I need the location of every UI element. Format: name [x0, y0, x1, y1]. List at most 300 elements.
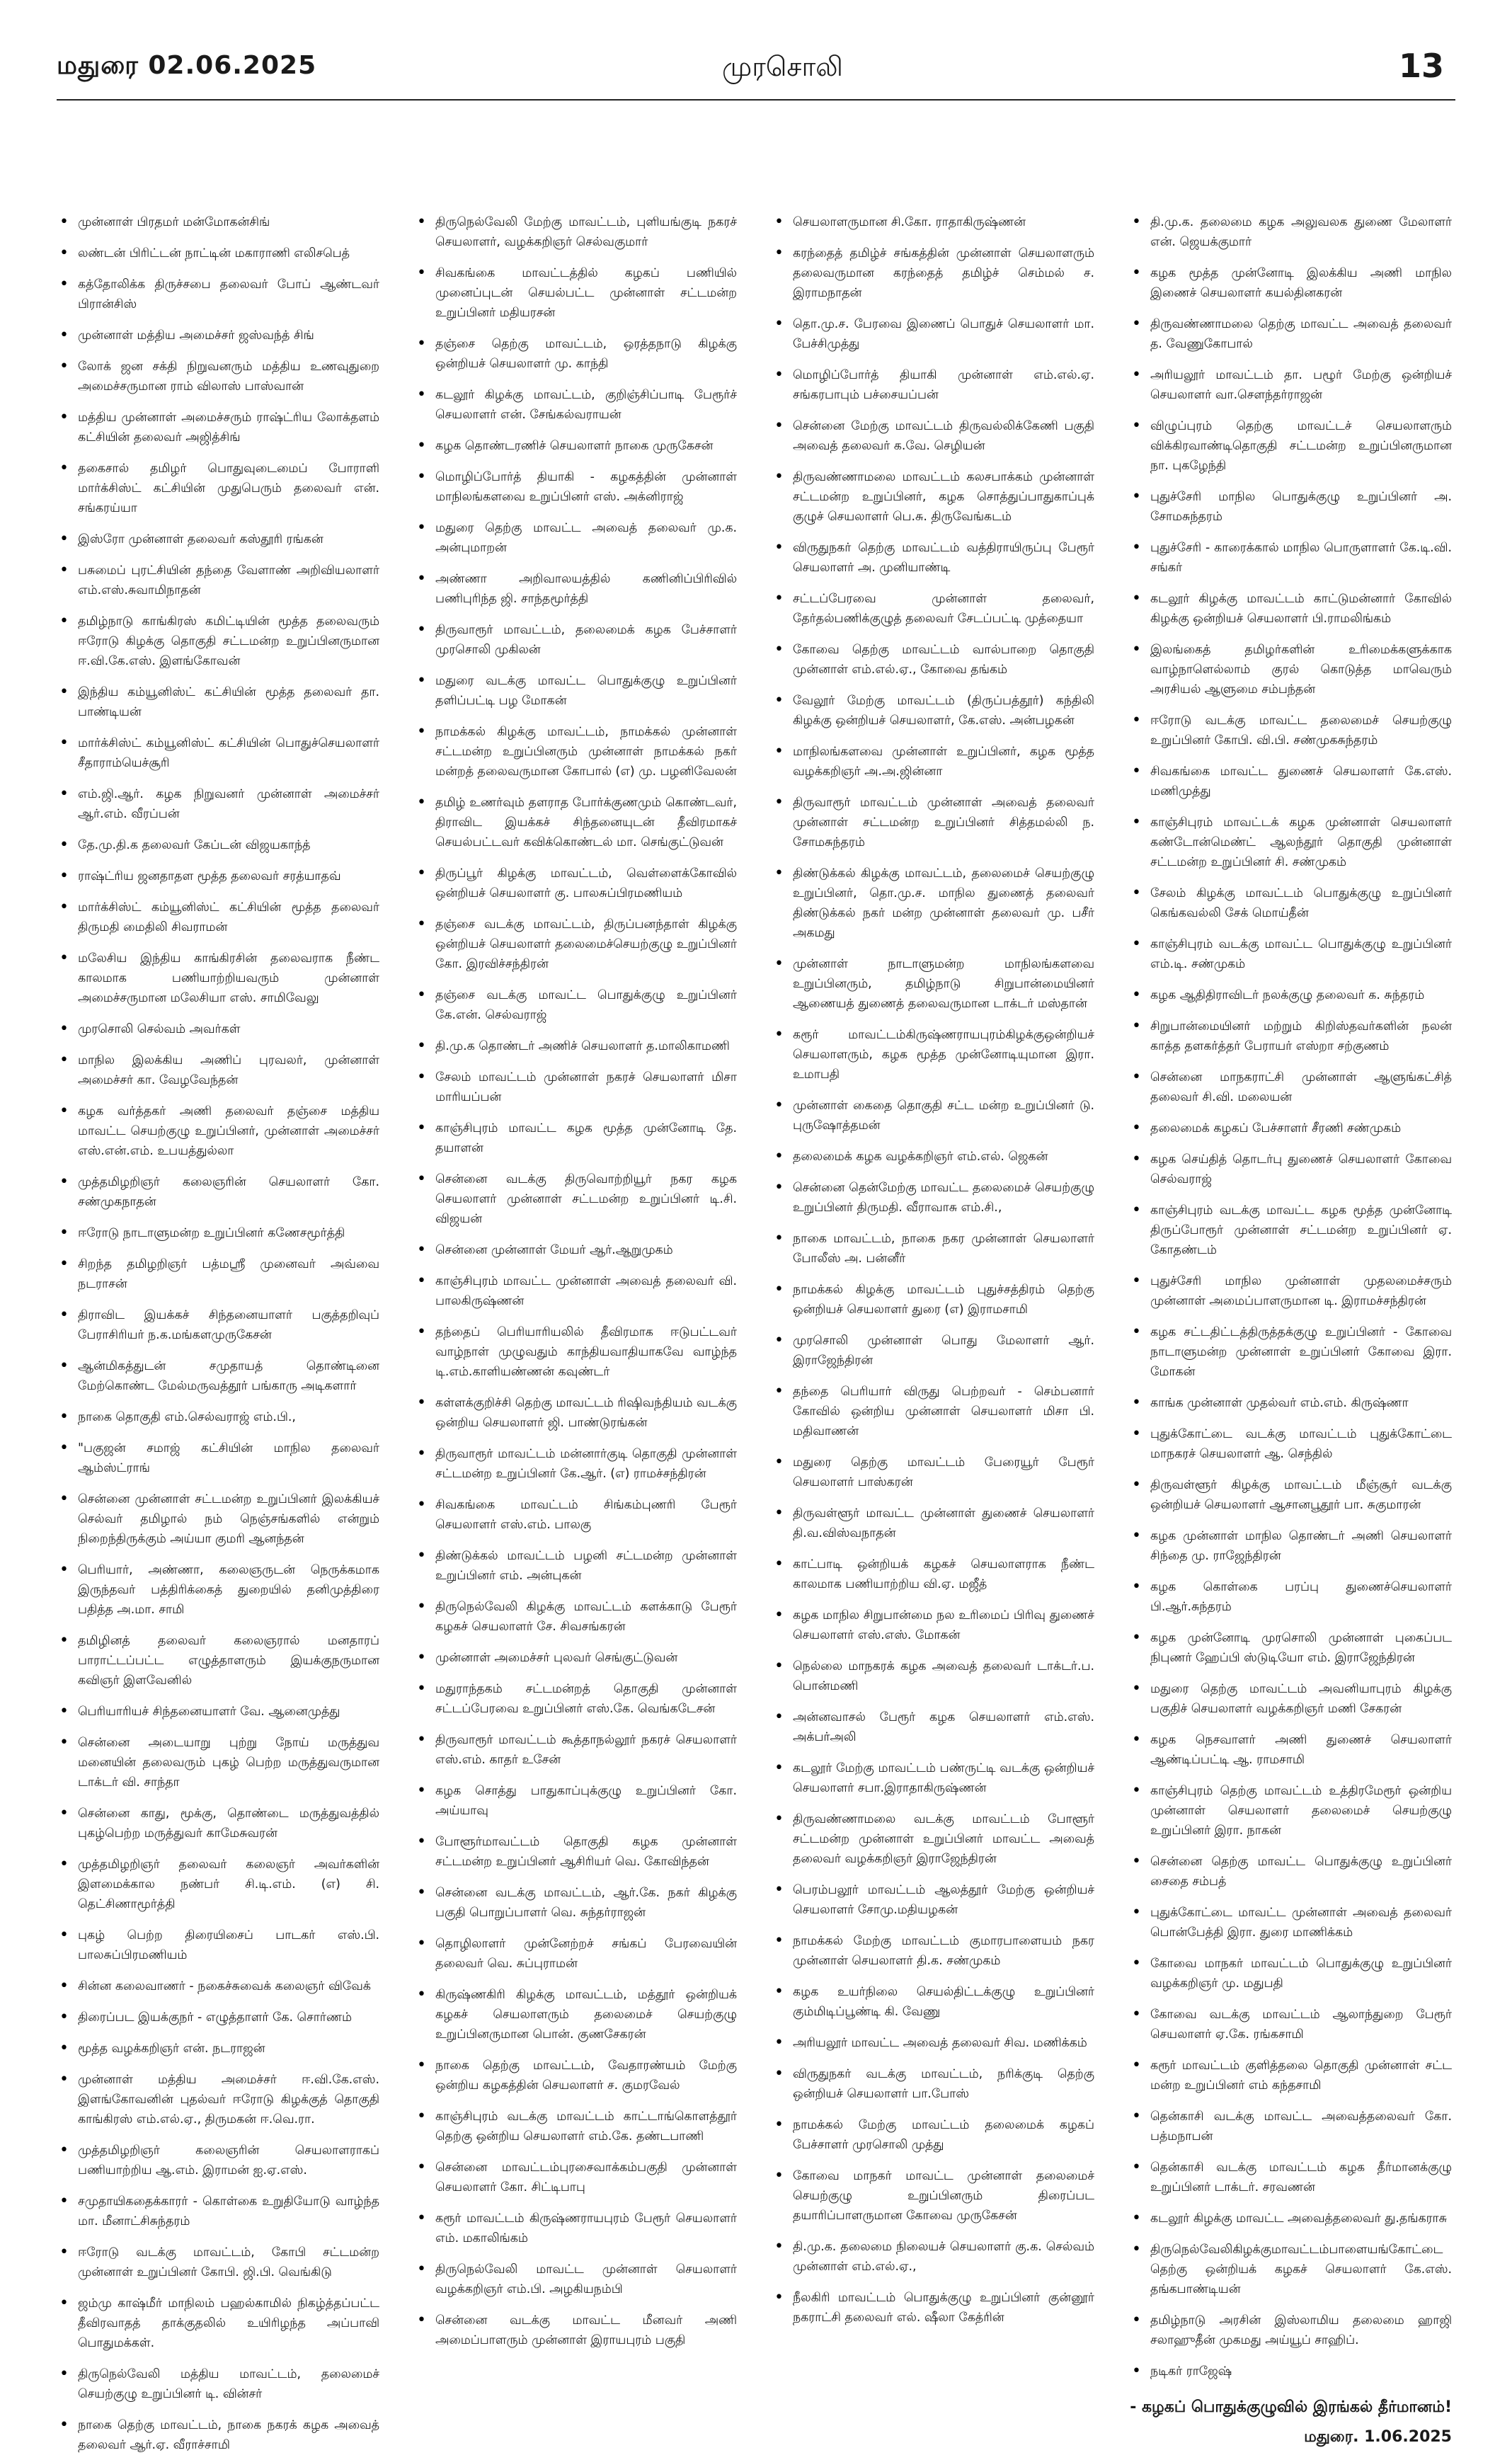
bullet-icon: • [1132, 1272, 1141, 1290]
entry-text: முரசொலி செல்வம் அவர்கள் [78, 1022, 241, 1036]
entry-text: கழக மாநில சிறுபான்மை நல உரிமைப் பிரிவு துணைச் செயலாளர் எஸ்.எஸ். மோகன் [793, 1608, 1094, 1642]
bullet-icon: • [59, 898, 69, 916]
bullet-icon: • [417, 386, 426, 404]
obituary-entry [414, 671, 737, 711]
entry-text: விருதுநகர் தெற்கு மாவட்டம் வத்திராயிருப்பு பேரூர் செயலாளர் அ. முனியாண்டி [793, 541, 1094, 575]
bullet-icon: • [774, 2116, 784, 2134]
bullet-icon: • [774, 1383, 784, 1400]
bullet-icon: • [59, 2294, 69, 2312]
entry-text: திருவாரூர் மாவட்டம் மன்னார்குடி தொகுதி முன்னாள் சட்டமன்ற உறுப்பினர் கே.ஆர். (எ) ராமச்சந்திரன் [435, 1447, 737, 1481]
entry-text: மதுரை வடக்கு மாவட்ட பொதுக்குழு உறுப்பினர் தளிப்பட்டி பழ மோகன் [435, 674, 737, 708]
obituary-entry [57, 212, 379, 232]
entry-text: நாகை தெற்கு மாவட்டம், வேதாரண்யம் மேற்கு ஒன்றிய கழகத்தின் செயலாளர் ச. குமரவேல் [435, 2059, 737, 2093]
entry-text: அன்னவாசல் பேரூர் கழக செயலாளர் எம்.எஸ். அக்பர்அலி [793, 1710, 1094, 1744]
entry-text: ஈரோடு நாடாளுமன்ற உறுப்பினர் கணேசமூர்த்தி [78, 1226, 345, 1240]
entry-text: மூத்த வழக்கறிஞர் என். நடராஜன் [78, 2042, 265, 2056]
bullet-icon: • [1132, 1201, 1141, 1219]
entry-text: காஞ்சிபுரம் வடக்கு மாவட்ட பொதுக்குழு உறுப்பினர் எம்.டி. சண்முகம் [1150, 937, 1452, 971]
bullet-icon: • [417, 2158, 426, 2176]
entry-text: காட்பாடி ஒன்றியக் கழகச் செயலாளராக நீண்ட காலமாக பணியாற்றிய வி.ஏ. மஜீத் [793, 1557, 1094, 1591]
entry-text: மதுரை தெற்கு மாவட்ட அவைத் தலைவர் மு.க. அன்புமாறன் [435, 521, 737, 555]
bullet-icon: • [774, 1504, 784, 1522]
obituary-entry [772, 1931, 1094, 1971]
bullet-icon: • [774, 1708, 784, 1726]
obituary-entry [1129, 263, 1452, 303]
entry-text: கடலூர் கிழக்கு மாவட்ட அவைத்தலைவர் து.தங்கராசு [1150, 2211, 1447, 2226]
entry-text: சென்னை வடக்கு மாவட்டம், ஆர்.கே. நகர் கிழக்கு பகுதி பொறுப்பாளர் வெ. சுந்தர்ராஜன் [435, 1886, 737, 1920]
obituary-entry [414, 1985, 737, 2044]
entry-text: தி.மு.க. தலைமை நிலையச் செயலாளர் கு.க. செல்வம் முன்னாள் எம்.எல்.ஏ., [793, 2240, 1094, 2274]
bullet-icon: • [59, 1804, 69, 1822]
entry-text: தந்தை பெரியார் விருது பெற்றவர் - செம்பனார் கோவில் ஒன்றிய முன்னாள் செயலாளர் மிசா பி. மதிவாணன் [793, 1385, 1094, 1438]
entry-text: திண்டுக்கல் மாவட்டம் பழனி சட்டமன்ற முன்னாள் உறுப்பினர் எம். அன்புகன் [435, 1549, 737, 1583]
obituary-entry [1129, 1730, 1452, 1770]
obituary-entry [414, 436, 737, 456]
entry-text: சென்னை தென்மேற்கு மாவட்ட தலைமைச் செயற்குழு உறுப்பினர் திருமதி. வீராவாசு எம்.சி., [793, 1181, 1094, 1215]
entry-text: முன்னாள் அமைச்சர் புலவர் செங்குட்டுவன் [435, 1651, 678, 1665]
entry-text: அரியலூர் மாவட்டம் தா. பழூர் மேற்கு ஒன்றியச் செயலாளர் வா.சௌந்தர்ராஜன் [1150, 368, 1452, 402]
entry-text: சென்னை மேற்கு மாவட்டம் திருவல்லிக்கேணி பகுதி அவைத் தலைவர் க.வே. செழியன் [793, 419, 1094, 453]
condolence-list [57, 212, 1455, 2452]
bullet-icon: • [59, 2192, 69, 2210]
obituary-entry [772, 212, 1094, 232]
bullet-icon: • [1132, 1904, 1141, 1921]
bullet-icon: • [59, 612, 69, 630]
bullet-icon: • [59, 459, 69, 477]
obituary-entry [57, 1855, 379, 1914]
obituary-entry [772, 1809, 1094, 1869]
bullet-icon: • [417, 1598, 426, 1615]
entry-text: திருவண்ணாமலை மாவட்டம் கலசபாக்கம் முன்னாள் சட்டமன்ற உறுப்பினர், கழக சொத்துப்பாதுகாப்புக் குழுச் செயலாளர் பெ.சு. திருவேங்கடம் [793, 470, 1094, 524]
entry-text: முன்னாள் கைதை தொகுதி சட்ட மன்ற உறுப்பினர் டு. புருஷோத்தமன் [793, 1099, 1094, 1133]
bullet-icon: • [774, 1881, 784, 1899]
column-2 [414, 212, 737, 2347]
bullet-icon: • [774, 1759, 784, 1777]
entry-text: கோவை மாநகர் மாவட்ட முன்னாள் தலைமைச் செயற்குழு உறுப்பினரும் திரைப்பட தயாரிப்பாளருமான கோவை முருகேசன் [793, 2169, 1094, 2223]
obituary-entry [772, 365, 1094, 405]
obituary-entry [57, 1489, 379, 1549]
obituary-entry [1129, 2240, 1452, 2299]
entry-text: விருதுநகர் வடக்கு மாவட்டம், நரிக்குடி தெற்கு ஒன்றியச் செயலாளர் பா.போஸ் [793, 2067, 1094, 2101]
entry-text: மதுரை தெற்கு மாவட்டம் பேரையூர் பேரூர் செயலாளர் பாஸ்கரன் [793, 1455, 1094, 1489]
entry-text: புதுச்சேரி மாநில பொதுக்குழு உறுப்பினர் அ. சோமசுந்தரம் [1150, 490, 1452, 524]
obituary-entry [414, 2209, 737, 2248]
bullet-icon: • [1132, 1476, 1141, 1494]
entry-text: நெல்லை மாநகரக் கழக அவைத் தலைவர் டாக்டர்.ப. பொன்மணி [793, 1659, 1094, 1693]
bullet-icon: • [417, 2107, 426, 2125]
bullet-icon: • [59, 683, 69, 701]
obituary-entry [57, 2294, 379, 2353]
obituary-entry [1129, 1017, 1452, 1056]
obituary-entry [57, 530, 379, 549]
bullet-icon: • [59, 408, 69, 426]
entry-text: திருப்பூர் கிழக்கு மாவட்டம், வெள்ளைக்கோவில் ஒன்றியச் செயலாளர் கு. பாலசுப்பிரமணியம் [435, 866, 737, 900]
bullet-icon: • [417, 570, 426, 588]
bullet-icon: • [1132, 1068, 1141, 1086]
bullet-icon: • [774, 641, 784, 658]
obituary-entry [772, 416, 1094, 456]
obituary-entry [57, 949, 379, 1008]
entry-text: கடலூர் மேற்கு மாவட்டம் பண்ருட்டி வடக்கு ஒன்றியச் செயலாளர் சபா.இராதாகிருஷ்ணன் [793, 1761, 1094, 1795]
entry-text: கழக மூத்த முன்னோடி இலக்கிய அணி மாநில இணைச் செயலாளர் கயல்தினகரன் [1150, 266, 1452, 300]
obituary-entry [772, 1382, 1094, 1441]
obituary-entry [1129, 1118, 1452, 1138]
bullet-icon: • [417, 468, 426, 486]
entry-text: கிருஷ்ணகிரி கிழக்கு மாவட்டம், மத்தூர் ஒன்றியக் கழகச் செயலாளரும் தலைமைச் செயற்குழு உறுப்பினருமான பொன். குணசேகரன் [435, 1988, 737, 2042]
entry-text: முன்னாள் மத்திய அமைச்சர் ஜஸ்வந்த் சிங் [78, 328, 314, 343]
entry-text: கள்ளக்குறிச்சி தெற்கு மாவட்டம் ரிஷிவந்தியம் வடக்கு ஒன்றிய செயலாளர் ஜி. பாண்டுரங்கன் [435, 1396, 737, 1430]
obituary-entry [1129, 1954, 1452, 1993]
obituary-entry [772, 742, 1094, 782]
obituary-entry [772, 1229, 1094, 1269]
bullet-icon: • [417, 1547, 426, 1564]
entry-text: எம்.ஜி.ஆர். கழக நிறுவனர் முன்னாள் அமைச்சர் ஆர்.எம். வீரப்பன் [78, 787, 379, 821]
bullet-icon: • [59, 1357, 69, 1375]
bullet-icon: • [59, 2039, 69, 2057]
bullet-icon: • [59, 2008, 69, 2026]
bullet-icon: • [59, 1102, 69, 1120]
bullet-icon: • [417, 1884, 426, 1901]
entry-text: பெரியார், அண்ணா, கலைஞருடன் நெருக்கமாக இருந்தவர் பத்திரிக்கைத் துறையில் தனிமுத்திரை பதித்த அ.மா. சாமி [78, 1563, 379, 1617]
bullet-icon: • [417, 1394, 426, 1412]
entry-text: கரூர் மாவட்டம் குளித்தலை தொகுதி முன்னாள் சட்ட மன்ற உறுப்பினர் எம் கந்தசாமி [1150, 2059, 1452, 2093]
bullet-icon: • [1132, 1629, 1141, 1647]
bullet-icon: • [774, 1148, 784, 1165]
bullet-icon: • [1132, 1731, 1141, 1749]
entry-text: தென்காசி வடக்கு மாவட்ட அவைத்தலைவர் கோ. பத்மநாபன் [1150, 2110, 1452, 2144]
obituary-entry [772, 244, 1094, 303]
bullet-icon: • [59, 949, 69, 967]
obituary-entry [414, 620, 737, 660]
entry-text: கழக செய்தித் தொடர்பு துணைச் செயலாளர் கோவை செல்வராஜ் [1150, 1152, 1452, 1186]
bullet-icon: • [1132, 986, 1141, 1004]
obituary-entry [414, 1648, 737, 1668]
bullet-icon: • [59, 1051, 69, 1069]
bullet-icon: • [774, 1230, 784, 1247]
entry-text: சேலம் மாவட்டம் முன்னாள் நகரச் செயலாளர் மிசா மாரியப்பன் [435, 1070, 737, 1104]
obituary-entry [772, 467, 1094, 527]
obituary-entry [414, 1495, 737, 1535]
bullet-icon: • [59, 213, 69, 231]
obituary-entry [57, 1560, 379, 1620]
entry-text: இஸ்ரோ முன்னாள் தலைவர் கஸ்தூரி ரங்கன் [78, 532, 323, 546]
entry-text: திருநெல்வேலி மத்திய மாவட்டம், தலைமைச் செயற்குழு உறுப்பினர் டி. வின்சர் [78, 2367, 379, 2401]
bullet-icon: • [1132, 884, 1141, 902]
obituary-entry [772, 2064, 1094, 2104]
entry-text: மத்திய முன்னாள் அமைச்சரும் ராஷ்ட்ரிய லோக்தளம் கட்சியின் தலைவர் அஜித்சிங் [78, 411, 379, 445]
page-header [0, 0, 1512, 106]
entry-text: மொழிப்போர்த் தியாகி முன்னாள் எம்.எல்.ஏ. சங்கரபாபும் பச்சையப்பன் [793, 368, 1094, 402]
obituary-entry [772, 1147, 1094, 1167]
entry-text: சிவகங்கை மாவட்ட துணைச் செயலாளர் கே.எஸ். மணிமுத்து [1150, 765, 1452, 799]
entry-text: திண்டுக்கல் கிழக்கு மாவட்டம், தலைமைச் செயற்குழு உறுப்பினர், தொ.மு.ச. மாநில துணைத் தலைவர் திண்டுக்கல் நகர் மன்ற முன்னாள் தலைவர் மு. பசீர் அகமது [793, 866, 1094, 940]
column-4-entries [1129, 212, 1452, 2381]
bullet-icon: • [1132, 813, 1141, 831]
entry-text: காஞ்சிபுரம் தெற்கு மாவட்டம் உத்திரமேரூர் ஒன்றிய முன்னாள் செயலாளர் தலைமைச் செயற்குழு உறுப்பினர் இரா. நாகன் [1150, 1784, 1452, 1838]
obituary-entry [57, 326, 379, 345]
obituary-entry [57, 898, 379, 937]
entry-text: கரூர் மாவட்டம் கிருஷ்ணராயபுரம் பேரூர் செயலாளர் எம். மகாலிங்கம் [435, 2211, 737, 2245]
entry-text: காஞ்சிபுரம் வடக்கு மாவட்ட கழக மூத்த முன்னோடி திருப்போரூர் முன்னாள் சட்டமன்ற உறுப்பினர் ஏ. கோதண்டம் [1150, 1203, 1452, 1257]
obituary-entry [57, 612, 379, 671]
entry-text: மதுராந்தகம் சட்டமன்றத் தொகுதி முன்னாள் சட்டப்பேரவை உறுப்பினர் எஸ்.கே. வெங்கடேசன் [435, 1682, 737, 1716]
bullet-icon: • [774, 2167, 784, 2185]
obituary-entry [57, 835, 379, 855]
obituary-entry [772, 1880, 1094, 1920]
entry-text: திருநெல்வேலிகிழக்குமாவட்டம்பாளையங்கோட்டை தெற்கு ஒன்றியக் கழகச் செயலாளர் கே.எஸ். தங்கபாண்டியன் [1150, 2243, 1452, 2296]
entry-text: கழக ஆதிதிராவிடர் நலக்குழு தலைவர் க. சுந்தரம் [1150, 988, 1425, 1002]
obituary-entry [772, 1178, 1094, 1218]
entry-text: சிவகங்கை மாவட்டம் சிங்கம்புணரி பேரூர் செயலாளர் எஸ்.எம். பாலகு [435, 1498, 737, 1532]
obituary-entry [772, 691, 1094, 731]
bullet-icon: • [417, 2056, 426, 2074]
obituary-entry [57, 2243, 379, 2282]
obituary-entry [57, 2141, 379, 2180]
bullet-icon: • [1132, 1017, 1141, 1035]
resolution-signature: - கழகப் பொதுக்குழுவில் இரங்கல் தீர்மானம்! [1130, 2398, 1452, 2416]
bullet-icon: • [59, 2071, 69, 2088]
bullet-icon: • [417, 1445, 426, 1463]
obituary-entry [57, 2039, 379, 2059]
entry-text: சென்னை மாநகராட்சி முன்னாள் ஆளுங்கட்சித் தலைவர் சி.வி. மலையன் [1150, 1070, 1452, 1104]
column-3 [772, 212, 1094, 2325]
bullet-icon: • [1132, 2241, 1141, 2258]
bullet-icon: • [1132, 417, 1141, 435]
obituary-entry [414, 985, 737, 1025]
entry-text: காஞ்சிபுரம் மாவட்ட கழக மூத்த முன்னோடி தே. தயாளன் [435, 1121, 737, 1155]
obituary-entry [57, 1101, 379, 1161]
obituary-entry [772, 864, 1094, 943]
entry-text: காங்க முன்னாள் முதல்வர் எம்.எம். கிருஷ்ணா [1150, 1396, 1409, 1410]
bullet-icon: • [1132, 1955, 1141, 1972]
bullet-icon: • [1132, 2107, 1141, 2125]
entry-text: கத்தோலிக்க திருச்சபை தலைவர் போப் ஆண்டவர் பிரான்சிஸ் [78, 277, 379, 311]
bullet-icon: • [417, 1935, 426, 1952]
bullet-icon: • [417, 1170, 426, 1188]
obituary-entry [57, 1702, 379, 1722]
obituary-entry [414, 1546, 737, 1586]
entry-text: மலேசிய இந்திய காங்கிரசின் தலைவராக நீண்ட காலமாக பணியாற்றியவரும் முன்னாள் அமைச்சருமான மலேசியா எஸ். சாமிவேலு [78, 951, 379, 1005]
bullet-icon: • [59, 1734, 69, 1751]
obituary-entry [1129, 2311, 1452, 2350]
bullet-icon: • [1132, 641, 1141, 658]
obituary-entry [1129, 1903, 1452, 1942]
obituary-entry [1129, 640, 1452, 699]
obituary-entry [772, 1656, 1094, 1696]
obituary-entry [414, 1322, 737, 1382]
obituary-entry [1129, 1424, 1452, 1464]
bullet-icon: • [417, 1068, 426, 1086]
entry-text: சென்னை தெற்கு மாவட்ட பொதுக்குழு உறுப்பினர் சைதை சம்பத் [1150, 1855, 1452, 1889]
entry-text: தஞ்சை வடக்கு மாவட்ட பொதுக்குழு உறுப்பினர் கே.என். செல்வராஜ் [435, 988, 737, 1022]
entry-text: திருவாரூர் மாவட்டம் முன்னாள் அவைத் தலைவர் முன்னாள் சட்டமன்ற உறுப்பினர் சித்தமல்லி ந. சோமசுந்தரம் [793, 796, 1094, 849]
entry-text: நாகை தொகுதி எம்.செல்வராஜ் எம்.பி., [78, 1410, 296, 1424]
entry-text: திரைப்பட இயக்குநர் - எழுத்தாளர் கே. சொர்ணம் [78, 2010, 353, 2025]
entry-text: தமிழ்நாடு அரசின் இஸ்லாமிய தலைமை ஹாஜி சலாஹுதீன் முகமது அய்யூப் சாஹிப். [1150, 2313, 1452, 2347]
bullet-icon: • [417, 1986, 426, 2003]
entry-text: கரந்தைத் தமிழ்ச் சங்கத்தின் முன்னாள் செயலாளரும் தலைவருமான கரந்தைத் தமிழ்ச் செம்மல் ச. இராமநாதன் [793, 246, 1094, 300]
bullet-icon: • [59, 1173, 69, 1191]
obituary-entry [414, 2260, 737, 2299]
bullet-icon: • [59, 836, 69, 854]
obituary-entry [414, 2311, 737, 2350]
bullet-icon: • [774, 692, 784, 709]
obituary-entry [1129, 416, 1452, 476]
entry-text: திராவிட இயக்கச் சிந்தனையாளர் பகுத்தறிவுப் பேராசிரியர் ந.க.மங்களமுருகேசன் [78, 1308, 379, 1342]
bullet-icon: • [1132, 315, 1141, 333]
obituary-entry [57, 459, 379, 518]
obituary-entry [57, 1356, 379, 1396]
bullet-icon: • [59, 2243, 69, 2261]
obituary-entry [1129, 1526, 1452, 1566]
entry-text: மதுரை தெற்கு மாவட்டம் அவனியாபுரம் கிழக்கு பகுதிச் செயலாளர் வழக்கறிஞர் மணி சேகரன் [1150, 1682, 1452, 1716]
bullet-icon: • [59, 530, 69, 548]
column-1 [57, 212, 379, 2452]
obituary-entry [772, 2288, 1094, 2328]
bullet-icon: • [59, 561, 69, 579]
bullet-icon: • [774, 1332, 784, 1349]
bullet-icon: • [417, 723, 426, 740]
bullet-icon: • [417, 2209, 426, 2227]
obituary-entry [1129, 1322, 1452, 1382]
entry-text: சின்ன கலைவாணர் - நகைச்சுவைக் கலைஞர் விவேக் [78, 1979, 371, 1993]
entry-text: பெரியாரியச் சிந்தனையாளர் வே. ஆனைமுத்து [78, 1705, 340, 1719]
bullet-icon: • [1132, 366, 1141, 384]
bullet-icon: • [1132, 1853, 1141, 1870]
entry-text: சிவகங்கை மாவட்டத்தில் கழகப் பணியில் முனைப்புடன் செயல்பட்ட முன்னாள் சட்டமன்ற உறுப்பினர் மதியரசன் [435, 266, 737, 320]
bullet-icon: • [774, 213, 784, 231]
obituary-entry [414, 1679, 737, 1719]
bullet-icon: • [417, 2311, 426, 2329]
bullet-icon: • [417, 335, 426, 353]
entry-text: முத்தமிழறிஞர் கலைஞரின் செயலாளராகப் பணியாற்றிய ஆ.எம். இராமன் ஐ.ஏ.எஸ். [78, 2144, 379, 2178]
entry-text: நடிகர் ராஜேஷ் [1150, 2364, 1232, 2379]
obituary-entry [1129, 2209, 1452, 2228]
entry-text: திருவண்ணாமலை தெற்கு மாவட்ட அவைத் தலைவர் த. வேணுகோபால் [1150, 317, 1452, 351]
entry-text: தமிழ்நாடு காங்கிரஸ் கமிட்டியின் மூத்த தலைவரும் ஈரோடு கிழக்கு தொகுதி சட்டமன்ற உறுப்பினருமான ஈ.வி.கே.எஸ். இளங்கோவன் [78, 614, 379, 668]
bullet-icon: • [59, 275, 69, 293]
obituary-entry [1129, 934, 1452, 974]
bullet-icon: • [774, 1555, 784, 1573]
entry-text: தமிழ் உணர்வும் தளராத போர்க்குணமும் கொண்டவர், திராவிட இயக்கச் சிந்தனையுடன் தீவிரமாகச் செயல்பட்டவர் கவிக்கொண்டல் மா. செங்குட்டுவன் [435, 796, 737, 849]
entry-text: சமுதாயிகதைக்காரர் - கொள்கை உறுதியோடு வாழ்ந்த மா. மீனாட்சிசுந்தரம் [78, 2194, 379, 2228]
entry-text: சிறுபான்மையினர் மற்றும் கிறிஸ்தவர்களின் நலன் காத்த தளகர்த்தர் பேராயர் எஸ்றா சற்குணம் [1150, 1019, 1452, 1053]
bullet-icon: • [417, 1272, 426, 1290]
obituary-entry [772, 1982, 1094, 2022]
obituary-entry [57, 1407, 379, 1427]
bullet-icon: • [774, 1179, 784, 1196]
entry-text: தந்தைப் பெரியாரியலில் தீவிரமாக ஈடுபட்டவர் வாழ்நாள் முழுவதும் காந்தியவாதியாகவே வாழ்ந்த டி.எம்.காளியண்ணன் கவுண்டர் [435, 1325, 737, 1379]
obituary-entry [57, 2008, 379, 2027]
bullet-icon: • [59, 326, 69, 344]
entry-text: "பகுஜன் சமாஜ் கட்சியின் மாநில தலைவர் ஆம்ஸ்ட்ராங் [78, 1441, 379, 1475]
obituary-entry [1129, 1679, 1452, 1719]
entry-text: கோவை தெற்கு மாவட்டம் வால்பாறை தொகுதி முன்னாள் எம்.எல்.ஏ., கோவை தங்கம் [793, 643, 1094, 677]
obituary-entry [414, 1730, 737, 1770]
obituary-entry [772, 1453, 1094, 1492]
obituary-entry [772, 2033, 1094, 2053]
obituary-entry [1129, 2158, 1452, 2197]
obituary-entry [414, 2056, 737, 2095]
bullet-icon: • [1132, 2209, 1141, 2227]
bullet-icon: • [774, 1026, 784, 1043]
entry-text: திருநெல்வேலி கிழக்கு மாவட்டம் களக்காடு பேரூர் கழகச் செயலாளர் சே. சிவசங்கரன் [435, 1600, 737, 1634]
entry-text: தொழிலாளர் முன்னேற்றச் சங்கப் பேரவையின் தலைவர் வெ. சுப்புராமன் [435, 1937, 737, 1971]
entry-text: லோக் ஜன சக்தி நிறுவனரும் மத்திய உணவுதுறை அமைச்சருமான ராம் விலாஸ் பாஸ்வான் [78, 360, 379, 394]
bullet-icon: • [774, 1932, 784, 1950]
bullet-icon: • [774, 794, 784, 811]
obituary-entry [772, 1331, 1094, 1370]
obituary-entry [57, 1051, 379, 1090]
entry-text: மார்க்சிஸ்ட் கம்யூனிஸ்ட் கட்சியின் பொதுச்செயலாளர் சீதாராம்யெச்சூரி [78, 736, 379, 770]
entry-text: முரசொலி முன்னாள் பொது மேலாளர் ஆர். இராஜேந்திரன் [793, 1334, 1094, 1368]
obituary-entry [57, 357, 379, 396]
bullet-icon: • [774, 539, 784, 556]
obituary-entry [1129, 2107, 1452, 2146]
bullet-icon: • [417, 1323, 426, 1341]
obituary-entry [57, 1631, 379, 1690]
entry-text: ஆன்மிகத்துடன் சமுதாயத் தொண்டினை மேற்கொண்ட மேல்மருவத்தூர் பங்காரு அடிகளார் [78, 1359, 379, 1393]
entry-text: கழக உயர்நிலை செயல்திட்டக்குழு உறுப்பினர் கும்மிடிப்பூண்டி கி. வேணு [793, 1985, 1094, 2019]
bullet-icon: • [774, 2034, 784, 2051]
entry-text: தி.மு.க. தலைமை கழக அலுவலக துணை மேலாளர் என். ஜெயக்குமார் [1150, 215, 1452, 249]
entry-text: சென்னை மாவட்டம்புரசைவாக்கம்பகுதி முன்னாள் செயலாளர் கோ. சிட்டிபாபு [435, 2161, 737, 2194]
bullet-icon: • [1132, 2311, 1141, 2329]
obituary-entry [57, 682, 379, 722]
obituary-entry [414, 793, 737, 852]
bullet-icon: • [1132, 213, 1141, 231]
obituary-entry [57, 2070, 379, 2129]
resolution-date: மதுரை. 1.06.2025 [1304, 2428, 1452, 2446]
entry-text: கழக வர்த்தகர் அணி தலைவர் தஞ்சை மத்திய மாவட்ட செயற்குழு உறுப்பினர், முன்னாள் அமைச்சர் எஸ்.என்.எம். உபயத்துல்லா [78, 1104, 379, 1158]
bullet-icon: • [59, 867, 69, 885]
obituary-entry [1129, 314, 1452, 354]
entry-text: கழக நெசவாளர் அணி துணைச் செயலாளர் ஆண்டிப்பட்டி ஆ. ராமசாமி [1150, 1733, 1452, 1767]
entry-text: திருவள்ளூர் கிழக்கு மாவட்டம் மீஞ்சூர் வடக்கு ஒன்றியச் செயலாளர் ஆசானபூதூர் பா. சுகுமாரன் [1150, 1478, 1452, 1512]
bullet-icon: • [417, 1241, 426, 1259]
bullet-icon: • [1132, 1119, 1141, 1137]
entry-text: திருவாரூர் மாவட்டம், தலைமைக் கழக பேச்சாளர் முரசொலி முகிலன் [435, 623, 737, 657]
bullet-icon: • [774, 468, 784, 486]
obituary-entry [57, 275, 379, 314]
bullet-icon: • [774, 366, 784, 384]
entry-text: புதுக்கோட்டை மாவட்ட முன்னாள் அவைத் தலைவர் பொன்பேத்தி இரா. துரை மாணிக்கம் [1150, 1906, 1452, 1940]
entry-text: கழக சொத்து பாதுகாப்புக்குழு உறுப்பினர் கோ. அய்யாவு [435, 1784, 737, 1818]
entry-text: சென்னை வடக்கு திருவொற்றியூர் நகர கழக செயலாளர் முன்னாள் சட்டமன்ற உறுப்பினர் டி.சி. விஜயன் [435, 1172, 737, 1226]
obituary-entry [772, 314, 1094, 354]
entry-text: மார்க்சிஸ்ட் கம்யூனிஸ்ட் கட்சியின் மூத்த தலைவர் திருமதி மைதிலி சிவராமன் [78, 900, 379, 934]
obituary-entry [57, 561, 379, 600]
entry-text: நாகை தெற்கு மாவட்டம், நாகை நகரக் கழக அவைத் தலைவர் ஆர்.ஏ. வீராச்சாமி [78, 2418, 379, 2452]
bullet-icon: • [774, 1453, 784, 1471]
column-4 [1129, 212, 1452, 2446]
entry-text: புதுச்சேரி மாநில முன்னாள் முதலமைச்சரும் முன்னாள் அமைப்பாளருமான டி. இராமச்சந்திரன் [1150, 1274, 1452, 1308]
entry-text: பெரம்பலூர் மாவட்டம் ஆலத்தூர் மேற்கு ஒன்றியச் செயலாளர் சோமு.மதியழகன் [793, 1883, 1094, 1917]
bullet-icon: • [59, 1490, 69, 1508]
bullet-icon: • [59, 1020, 69, 1038]
bullet-icon: • [1132, 1150, 1141, 1168]
obituary-entry [57, 1254, 379, 1294]
bullet-icon: • [774, 244, 784, 262]
entry-text: சிறந்த தமிழறிஞர் பத்மஸ்ரீ முனைவர் அவ்வை நடராசன் [78, 1257, 379, 1291]
bullet-icon: • [774, 1983, 784, 2001]
entry-text: சேலம் கிழக்கு மாவட்டம் பொதுக்குழு உறுப்பினர் கெங்கவல்லி சேக் மொய்தீன் [1150, 886, 1452, 920]
obituary-entry [1129, 538, 1452, 578]
entry-text: காஞ்சிபுரம் வடக்கு மாவட்டம் காட்டாங்கொளத்தூர் தெற்கு ஒன்றிய செயலாளர் எம்.கே. தண்டபாணி [435, 2110, 737, 2144]
obituary-entry [772, 954, 1094, 1014]
bullet-icon: • [774, 1606, 784, 1624]
bullet-icon: • [417, 1680, 426, 1698]
